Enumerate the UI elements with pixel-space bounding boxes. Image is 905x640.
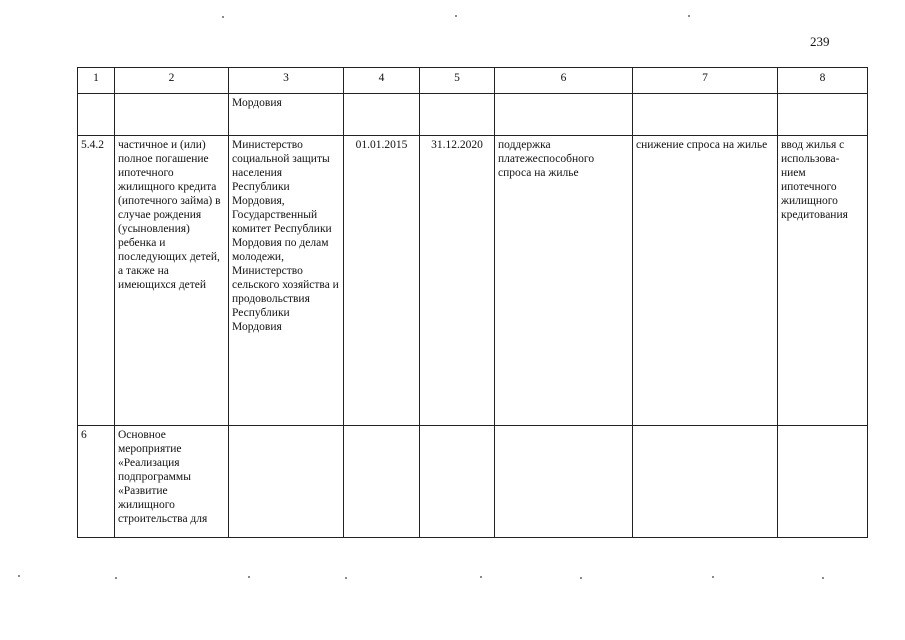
table-cell (778, 426, 868, 538)
consequences: снижение спроса на жилье (633, 136, 778, 426)
table-cell (115, 94, 229, 136)
table-cell (495, 94, 633, 136)
indicator-link: ввод жилья с использова-нием ипотечного жилищного кредитования (778, 136, 868, 426)
scan-speck (222, 16, 224, 18)
scan-speck (248, 576, 250, 578)
item-number: 5.4.2 (78, 136, 115, 426)
end-date: 31.12.2020 (420, 136, 495, 426)
table-cell (229, 426, 344, 538)
scan-speck (345, 577, 347, 579)
table-cell (495, 426, 633, 538)
page-number: 239 (810, 34, 830, 49)
column-header: 8 (778, 68, 868, 94)
table-cell (633, 94, 778, 136)
table-cell (420, 94, 495, 136)
scan-speck (822, 577, 824, 579)
scan-speck (712, 576, 714, 578)
table-header-row (78, 68, 868, 94)
table-row (78, 426, 868, 538)
scan-speck (115, 577, 117, 579)
column-header: 6 (495, 68, 633, 94)
table-row (78, 94, 868, 136)
table-row (78, 136, 868, 426)
scan-speck (455, 15, 457, 17)
scan-speck (18, 575, 20, 577)
start-date: 01.01.2015 (344, 136, 420, 426)
column-header: 2 (115, 68, 229, 94)
table-cell (778, 94, 868, 136)
table-cell (78, 94, 115, 136)
scan-speck (688, 15, 690, 17)
column-header: 5 (420, 68, 495, 94)
table-cell: Мордовия (229, 94, 344, 136)
measure-name: Основное мероприятие «Реализация подпрограммы «Развитие жилищного строительства для (115, 426, 229, 538)
scan-speck (480, 576, 482, 578)
column-header: 3 (229, 68, 344, 94)
table-cell (344, 94, 420, 136)
table-cell (633, 426, 778, 538)
table-cell (344, 426, 420, 538)
column-header: 4 (344, 68, 420, 94)
column-header: 7 (633, 68, 778, 94)
program-table (77, 67, 868, 538)
measure-name: частичное и (или) полное погашение ипотечного жилищного кредита (ипотечного займа) в случае рождения (усыновления) ребенка и последующих детей, а также на имеющихся детей (115, 136, 229, 426)
column-header: 1 (78, 68, 115, 94)
executor: Министерство социальной защиты населения Республики Мордовия, Государственный комитет Республики Мордовия по делам молодежи, Министерство сельского хозяйства и продовольствия Республики Мордовия (229, 136, 344, 426)
item-number: 6 (78, 426, 115, 538)
scan-speck (580, 577, 582, 579)
table-cell (420, 426, 495, 538)
expected-result: поддержка платежеспособного спроса на жилье (495, 136, 633, 426)
